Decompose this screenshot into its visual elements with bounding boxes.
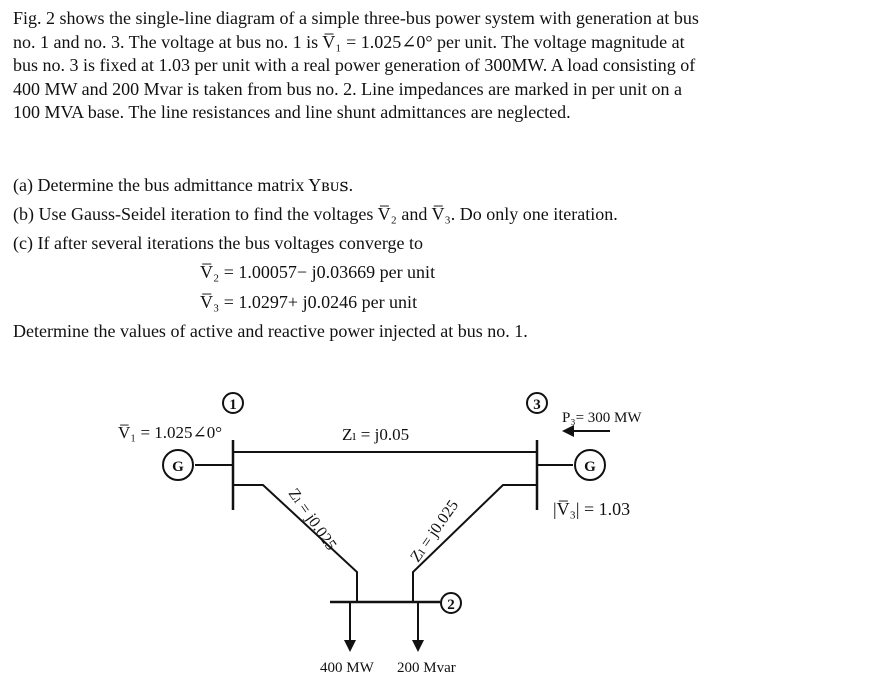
generator-3-label: G xyxy=(584,459,596,475)
bus-2-number: 2 xyxy=(447,597,455,613)
z23-label: Zₗ = j0.025 xyxy=(407,497,463,566)
bus-1-number: 1 xyxy=(229,397,237,413)
p3-label: P₃= 300 MW xyxy=(562,410,642,426)
load-q-arrowhead xyxy=(412,640,424,652)
v1-label: V̅₁ = 1.025∠0° xyxy=(118,423,223,442)
generator-1-label: G xyxy=(172,459,184,475)
question-b: (b) Use Gauss-Seidel iteration to find the voltages V̅₂ and V̅₃. Do only one iteration. xyxy=(13,204,618,224)
problem-line: Fig. 2 shows the single-line diagram of a simple three-bus power system with generation at bus xyxy=(13,8,699,28)
question-a: (a) Determine the bus admittance matrix Yʙᴜꜱ. xyxy=(13,175,354,195)
problem-line: no. 1 and no. 3. The voltage at bus no. 1 is V̅₁ = 1.025∠0° per unit. The voltage magnitude at xyxy=(13,31,685,52)
problem-line: 400 MW and 200 Mvar is taken from bus no. 2. Line impedances are marked in per unit on a xyxy=(13,78,682,99)
bus-3-number: 3 xyxy=(533,397,541,413)
z13-label: Zₗ = j0.025 xyxy=(284,485,340,554)
equation-v2: V̅₂ = 1.00057− j0.03669 per unit xyxy=(200,262,436,282)
question-c: (c) If after several iterations the bus voltages converge to xyxy=(13,233,424,253)
equation-v3: V̅₃ = 1.0297+ j0.0246 per unit xyxy=(200,292,418,312)
problem-line: bus no. 3 is fixed at 1.03 per unit with a real power generation of 300MW. A load consisting of xyxy=(13,55,696,76)
load-p-label: 400 MW xyxy=(320,660,374,676)
question-determine: Determine the values of active and reactive power injected at bus no. 1. xyxy=(13,321,528,341)
problem-line: 100 MVA base. The line resistances and line shunt admittances are neglected. xyxy=(13,102,571,123)
load-q-label: 200 Mvar xyxy=(397,660,456,676)
z12-label: Zₗ = j0.05 xyxy=(342,425,410,444)
p3-arrowhead xyxy=(562,425,574,437)
v3-magnitude-label: |V̅₃| = 1.03 xyxy=(553,499,631,519)
load-p-arrowhead xyxy=(344,640,356,652)
